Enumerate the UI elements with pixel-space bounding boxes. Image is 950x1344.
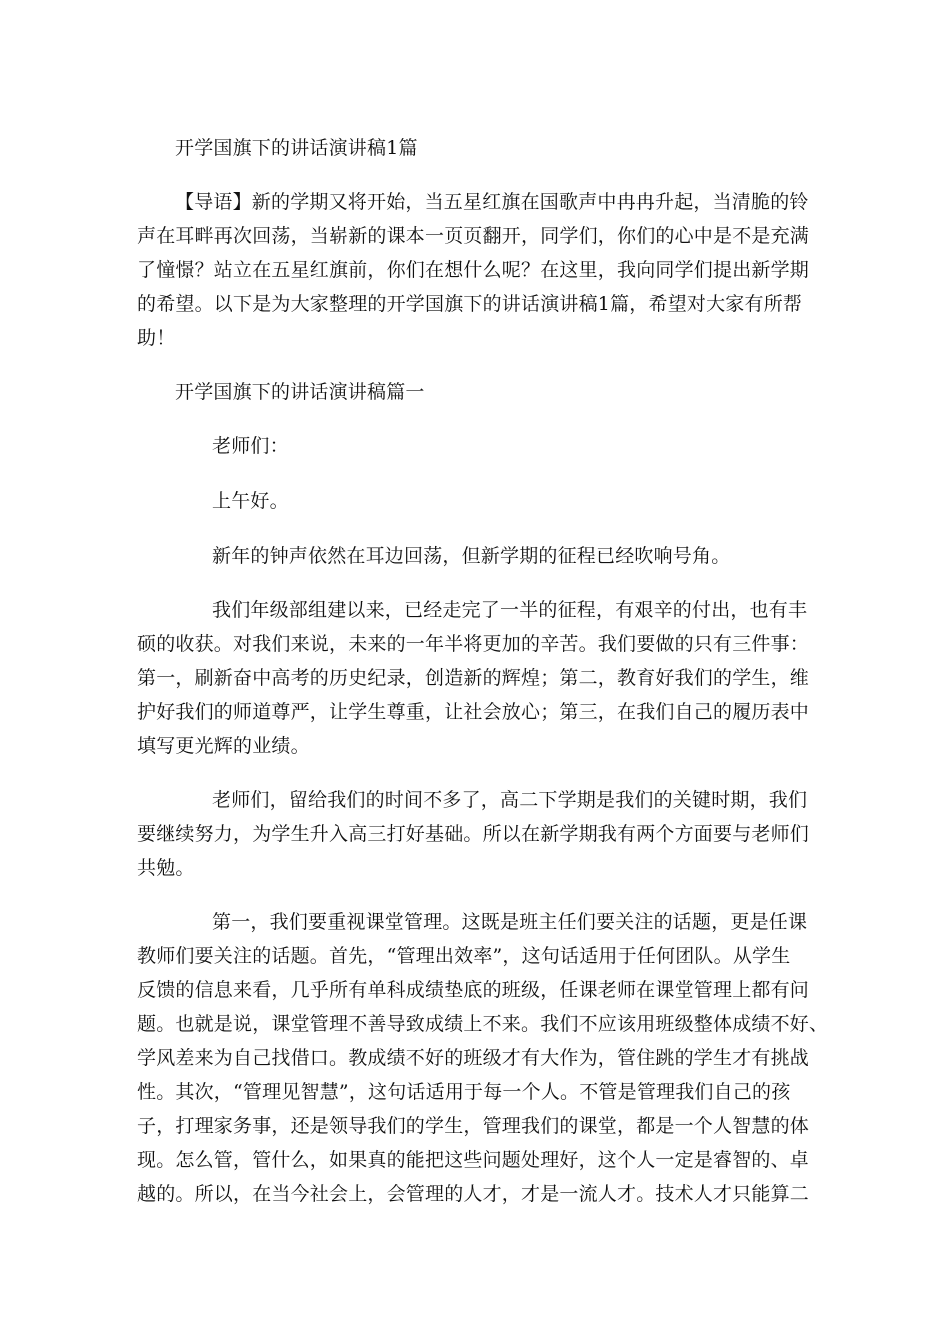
paragraph-line: 共勉。 xyxy=(137,857,195,879)
salutation: 上午好。 xyxy=(212,490,289,512)
paragraph-line: 现。怎么管，管什么，如果真的能把这些问题处理好，这个人一定是睿智的、卓 xyxy=(137,1149,810,1171)
intro-line: 助！ xyxy=(137,327,176,349)
paragraph-line: 要继续努力，为学生升入高三打好基础。所以在新学期我有两个方面要与老师们 xyxy=(137,823,810,845)
paragraph-line: 护好我们的师道尊严，让学生尊重，让社会放心；第三，在我们自己的履历表中 xyxy=(137,701,810,723)
paragraph-line: 第一，刷新奋中高考的历史纪录，创造新的辉煌；第二，教育好我们的学生，维 xyxy=(137,667,810,689)
intro-line: 的希望。以下是为大家整理的开学国旗下的讲话演讲稿1篇，希望对大家有所帮 xyxy=(137,293,803,315)
intro-line: 了憧憬？站立在五星红旗前，你们在想什么呢？在这里，我向同学们提出新学期 xyxy=(137,259,810,281)
paragraph-line: 填写更光辉的业绩。 xyxy=(137,735,310,757)
paragraph-line: 硕的收获。对我们来说，未来的一年半将更加的辛苦。我们要做的只有三件事： xyxy=(137,633,810,655)
paragraph-line: 老师们，留给我们的时间不多了，高二下学期是我们的关键时期，我们 xyxy=(212,789,808,811)
paragraph-line: 学风差来为自己找借口。教成绩不好的班级才有大作为，管住跳的学生才有挑战 xyxy=(137,1047,810,1069)
paragraph-line: 我们年级部组建以来，已经走完了一半的征程，有艰辛的付出，也有丰 xyxy=(212,599,808,621)
paragraph-line: 第一，我们要重视课堂管理。这既是班主任们要关注的话题，更是任课 xyxy=(212,911,808,933)
paragraph-line: 反馈的信息来看，几乎所有单科成绩垫底的班级，任课老师在课堂管理上都有问 xyxy=(137,979,810,1001)
greeting: 老师们： xyxy=(212,435,289,457)
intro-line: 【导语】新的学期又将开始，当五星红旗在国歌声中冉冉升起，当清脆的铃 xyxy=(175,191,809,213)
paragraph-line: 子，打理家务事，还是领导我们的学生，管理我们的课堂，都是一个人智慧的体 xyxy=(137,1115,810,1137)
intro-line: 声在耳畔再次回荡，当崭新的课本一页页翻开，同学们，你们的心中是不是充满 xyxy=(137,225,810,247)
paragraph-line: 越的。所以，在当今社会上，会管理的人才，才是一流人才。技术人才只能算二 xyxy=(137,1183,810,1205)
document-title: 开学国旗下的讲话演讲稿1篇 xyxy=(175,137,418,159)
opening-line: 新年的钟声依然在耳边回荡，但新学期的征程已经吹响号角。 xyxy=(212,545,731,567)
section-title: 开学国旗下的讲话演讲稿篇一 xyxy=(175,381,425,403)
paragraph-line: 教师们要关注的话题。首先，“管理出效率”，这句话适用于任何团队。从学生 xyxy=(137,945,791,967)
paragraph-line: 题。也就是说，课堂管理不善导致成绩上不来。我们不应该用班级整体成绩不好、 xyxy=(137,1013,829,1035)
paragraph-line: 性。其次，“管理见智慧”，这句话适用于每一个人。不管是管理我们自己的孩 xyxy=(137,1081,791,1103)
